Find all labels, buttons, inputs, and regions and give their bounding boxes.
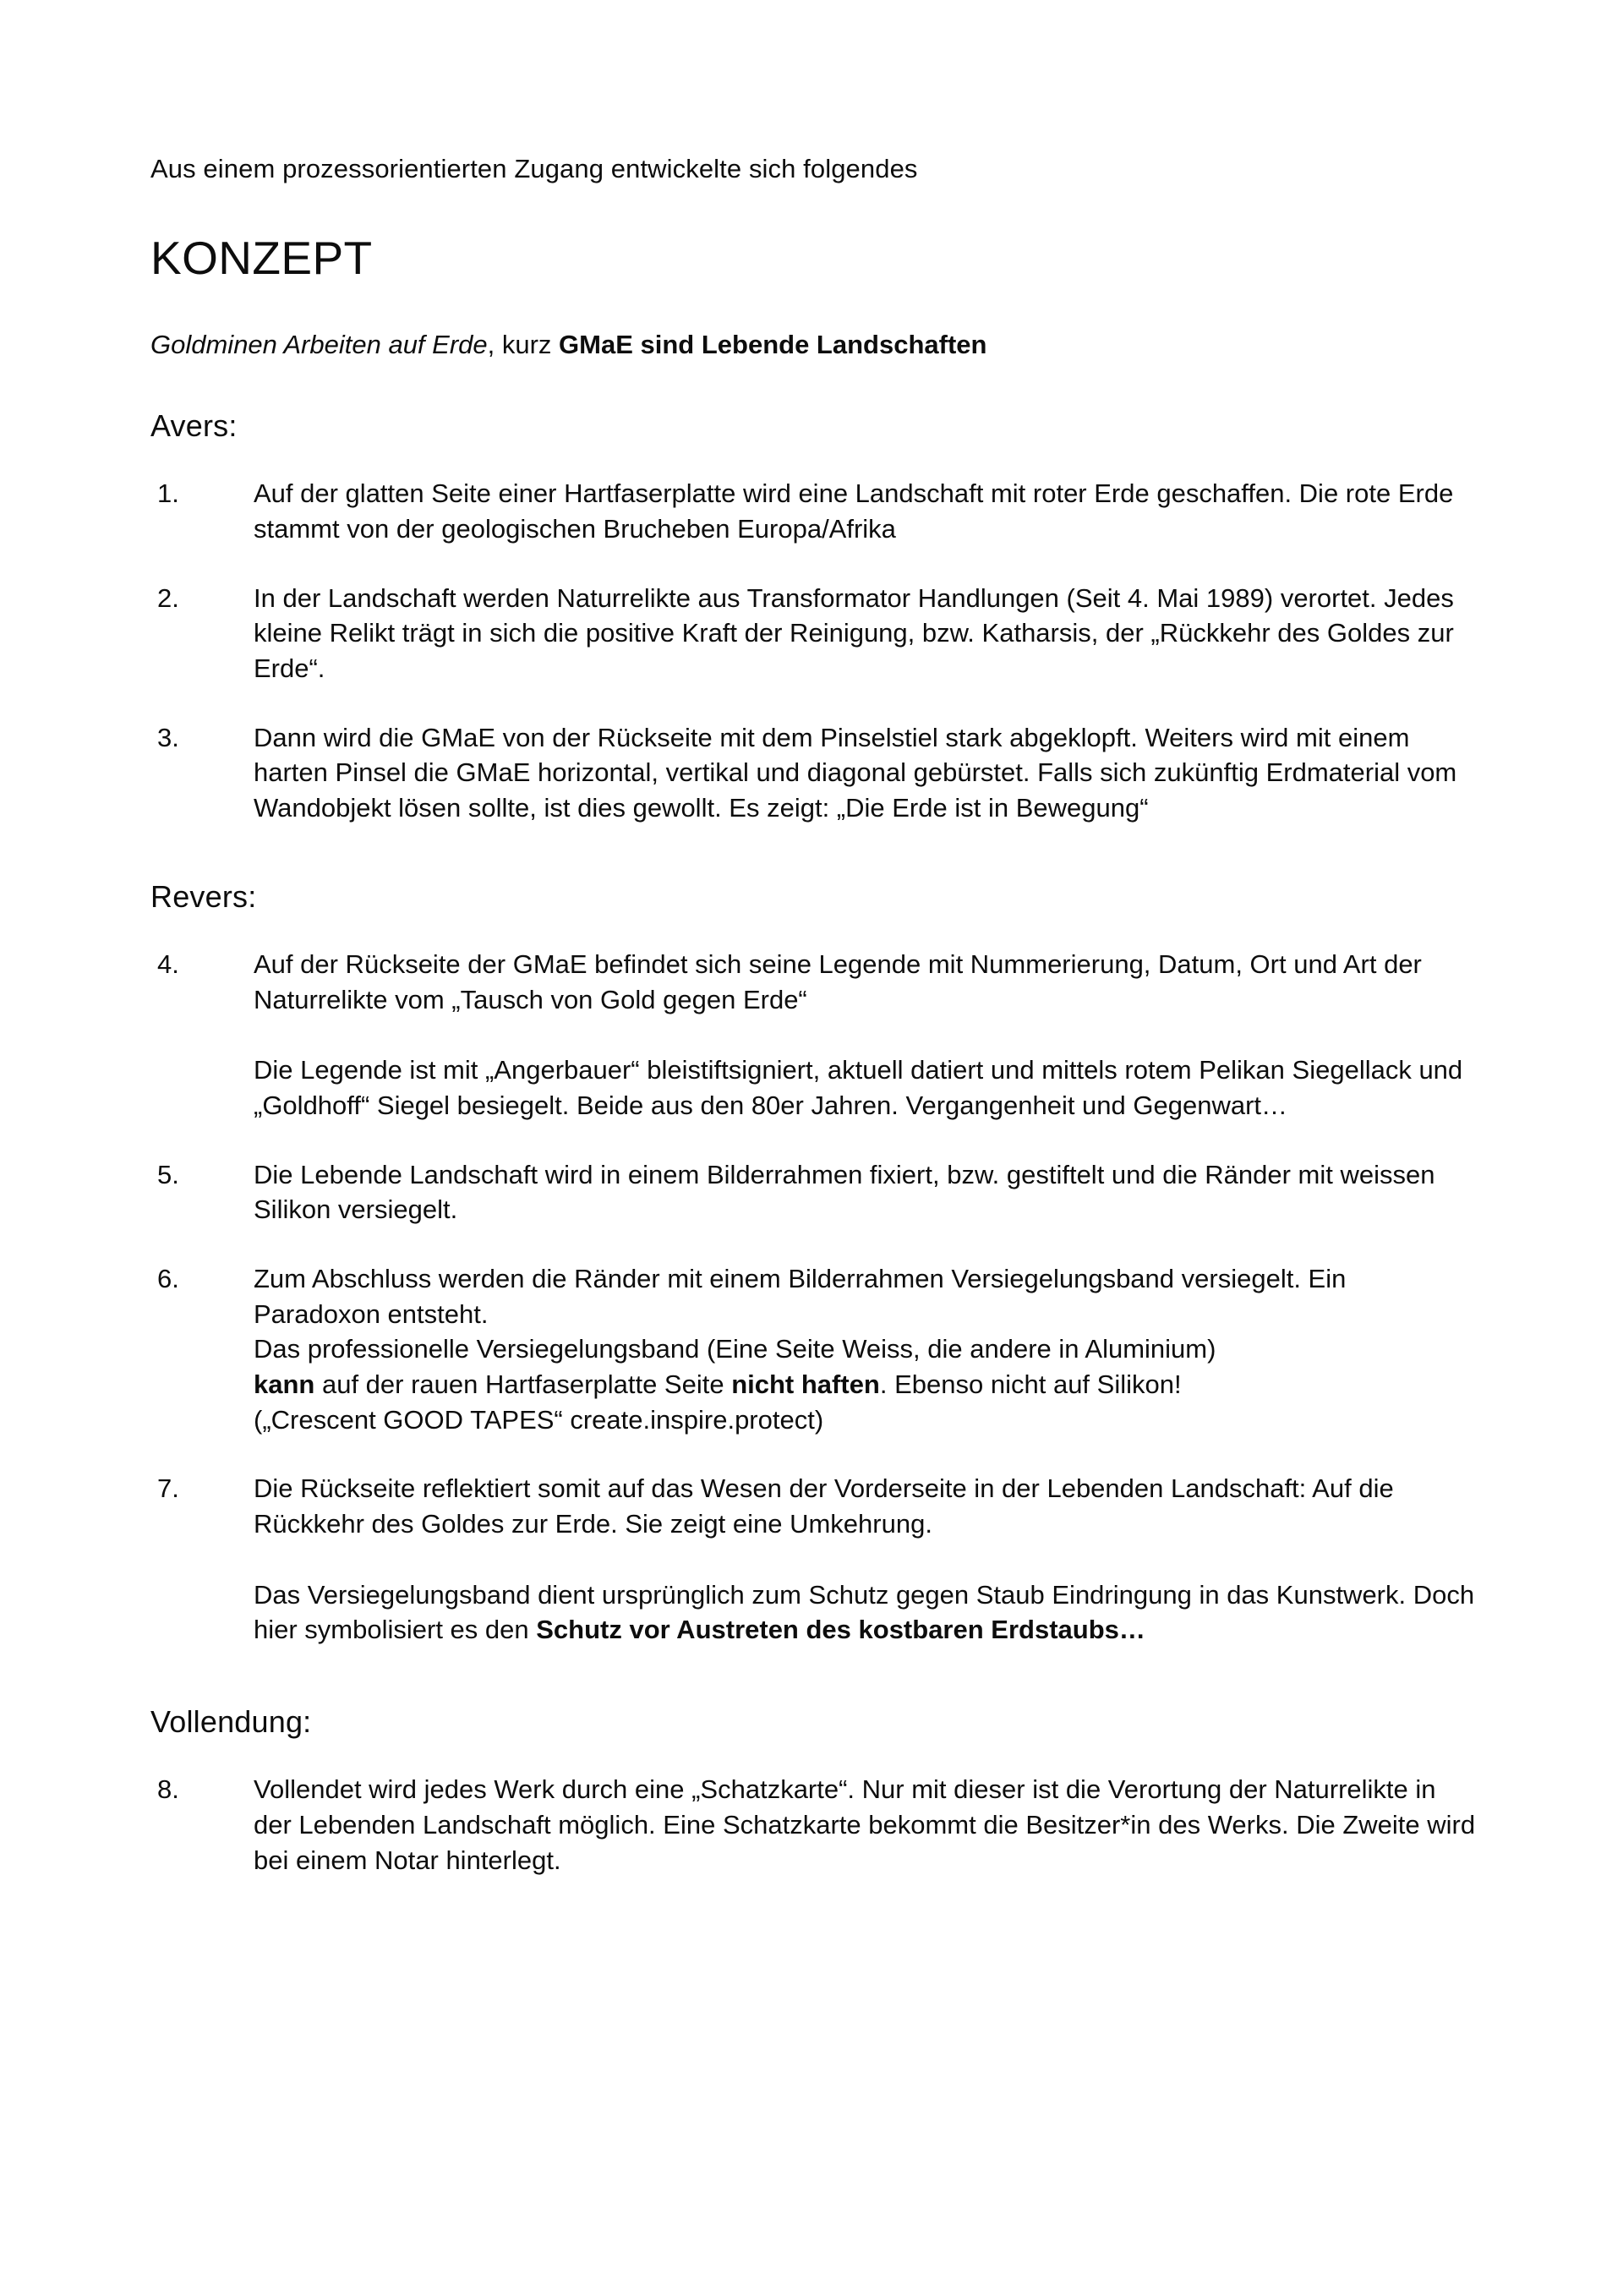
subtitle-italic-part: Goldminen Arbeiten auf Erde <box>150 329 488 359</box>
item-number: 3. <box>157 722 179 752</box>
intro-line: Aus einem prozessorientierten Zugang entwickelte sich folgendes <box>150 154 918 183</box>
list-item <box>150 1772 1479 1878</box>
list-item <box>150 720 1479 826</box>
list-item <box>150 581 1479 686</box>
item-number: 4. <box>157 948 179 979</box>
item-text: Dann wird die GMaE von der Rückseite mit dem Pinselstiel stark abgeklopft. Weiters wird mit einem harten Pinsel die GMaE horizontal, vertikal und diagonal gebürstet. Falls sich zukünftig Erdmaterial vom Wandobjekt lösen sollte, ist dies gewollt. Es zeigt: „Die Erde ist in Bewegung“ <box>254 722 1457 823</box>
item-number: 7. <box>157 1473 179 1504</box>
subtitle-line <box>150 328 1479 362</box>
item-text: Die Rückseite reflektiert somit auf das Wesen der Vorderseite in der Lebenden Landschaft: Auf die Rückkehr des Goldes zur Erde. Sie zeigt eine Umkehrung. <box>254 1473 1394 1539</box>
list-item <box>150 1261 1479 1437</box>
item-text-plain: Das Versiegelungsband dient ursprünglich zum Schutz gegen Staub Eindringung in das Kunstwerk. Doch hier symbolisiert es den <box>254 1579 1475 1645</box>
list-item <box>150 947 1479 1123</box>
list-item <box>150 476 1479 546</box>
item-text-continued <box>254 1577 1479 1648</box>
item-text-continued: Die Legende ist mit „Angerbauer“ bleistiftsigniert, aktuell datiert und mittels rotem Pelikan Siegellack und „Goldhoff“ Siegel besiegelt. Beide aus den 80er Jahren. Vergangenheit und Gegenwart… <box>254 1055 1463 1120</box>
item-text-bold-kann: kann <box>254 1369 315 1400</box>
item-text: Auf der Rückseite der GMaE befindet sich seine Legende mit Nummerierung, Datum, Ort und Art der Naturrelikte vom „Tausch von Gold gegen Erde“ <box>254 948 1422 1014</box>
item-text <box>254 1261 1479 1437</box>
section-heading-avers: Avers: <box>150 407 238 443</box>
item-text-bold-schutz: Schutz vor Austreten des kostbaren Erdstaubs… <box>536 1615 1145 1645</box>
item-number: 8. <box>157 1774 179 1805</box>
item-number: 5. <box>157 1159 179 1189</box>
item-number: 2. <box>157 582 179 613</box>
item-number: 1. <box>157 478 179 509</box>
item-number: 6. <box>157 1263 179 1293</box>
section-heading-vollendung: Vollendung: <box>150 1704 312 1740</box>
item-text: Auf der glatten Seite einer Hartfaserplatte wird eine Landschaft mit roter Erde geschaffen. Die rote Erde stammt von der geologischen Brucheben Europa/Afrika <box>254 478 1454 544</box>
page-title: KONZEPT <box>150 232 373 285</box>
item-text-line-4: („Crescent GOOD TAPES“ create.inspire.protect) <box>254 1404 824 1435</box>
subtitle-middle-part: , kurz <box>487 329 560 359</box>
item-text-line-3-end: . Ebenso nicht auf Silikon! <box>879 1369 1182 1400</box>
item-text-bold-nicht-haften: nicht haften <box>731 1369 880 1400</box>
item-text-line-2: Das professionelle Versiegelungsband (Eine Seite Weiss, die andere in Aluminium) <box>254 1334 1216 1364</box>
item-text: Vollendet wird jedes Werk durch eine „Schatzkarte“. Nur mit dieser ist die Verortung der Naturrelikte in der Lebenden Landschaft möglich. Eine Schatzkarte bekommt die Besitzer*in des Werks. Die Zweite wird bei einem Notar hinterlegt. <box>254 1774 1476 1875</box>
subtitle-bold-part: GMaE sind Lebende Landschaften <box>559 329 987 359</box>
list-item <box>150 1471 1479 1648</box>
item-text-line-3-mid: auf der rauen Hartfaserplatte Seite <box>314 1369 732 1400</box>
item-text-line-1: Zum Abschluss werden die Ränder mit einem Bilderrahmen Versiegelungsband versiegelt. Ein Paradoxon entsteht. <box>254 1263 1347 1329</box>
item-text: Die Lebende Landschaft wird in einem Bilderrahmen fixiert, bzw. gestiftelt und die Ränder mit weissen Silikon versiegelt. <box>254 1159 1435 1225</box>
item-text: In der Landschaft werden Naturrelikte aus Transformator Handlungen (Seit 4. Mai 1989) verortet. Jedes kleine Relikt trägt in sich die positive Kraft der Reinigung, bzw. Katharsis, der „Rückkehr des Goldes zur Erde“. <box>254 582 1454 683</box>
list-item <box>150 1157 1479 1227</box>
section-heading-revers: Revers: <box>150 878 257 914</box>
